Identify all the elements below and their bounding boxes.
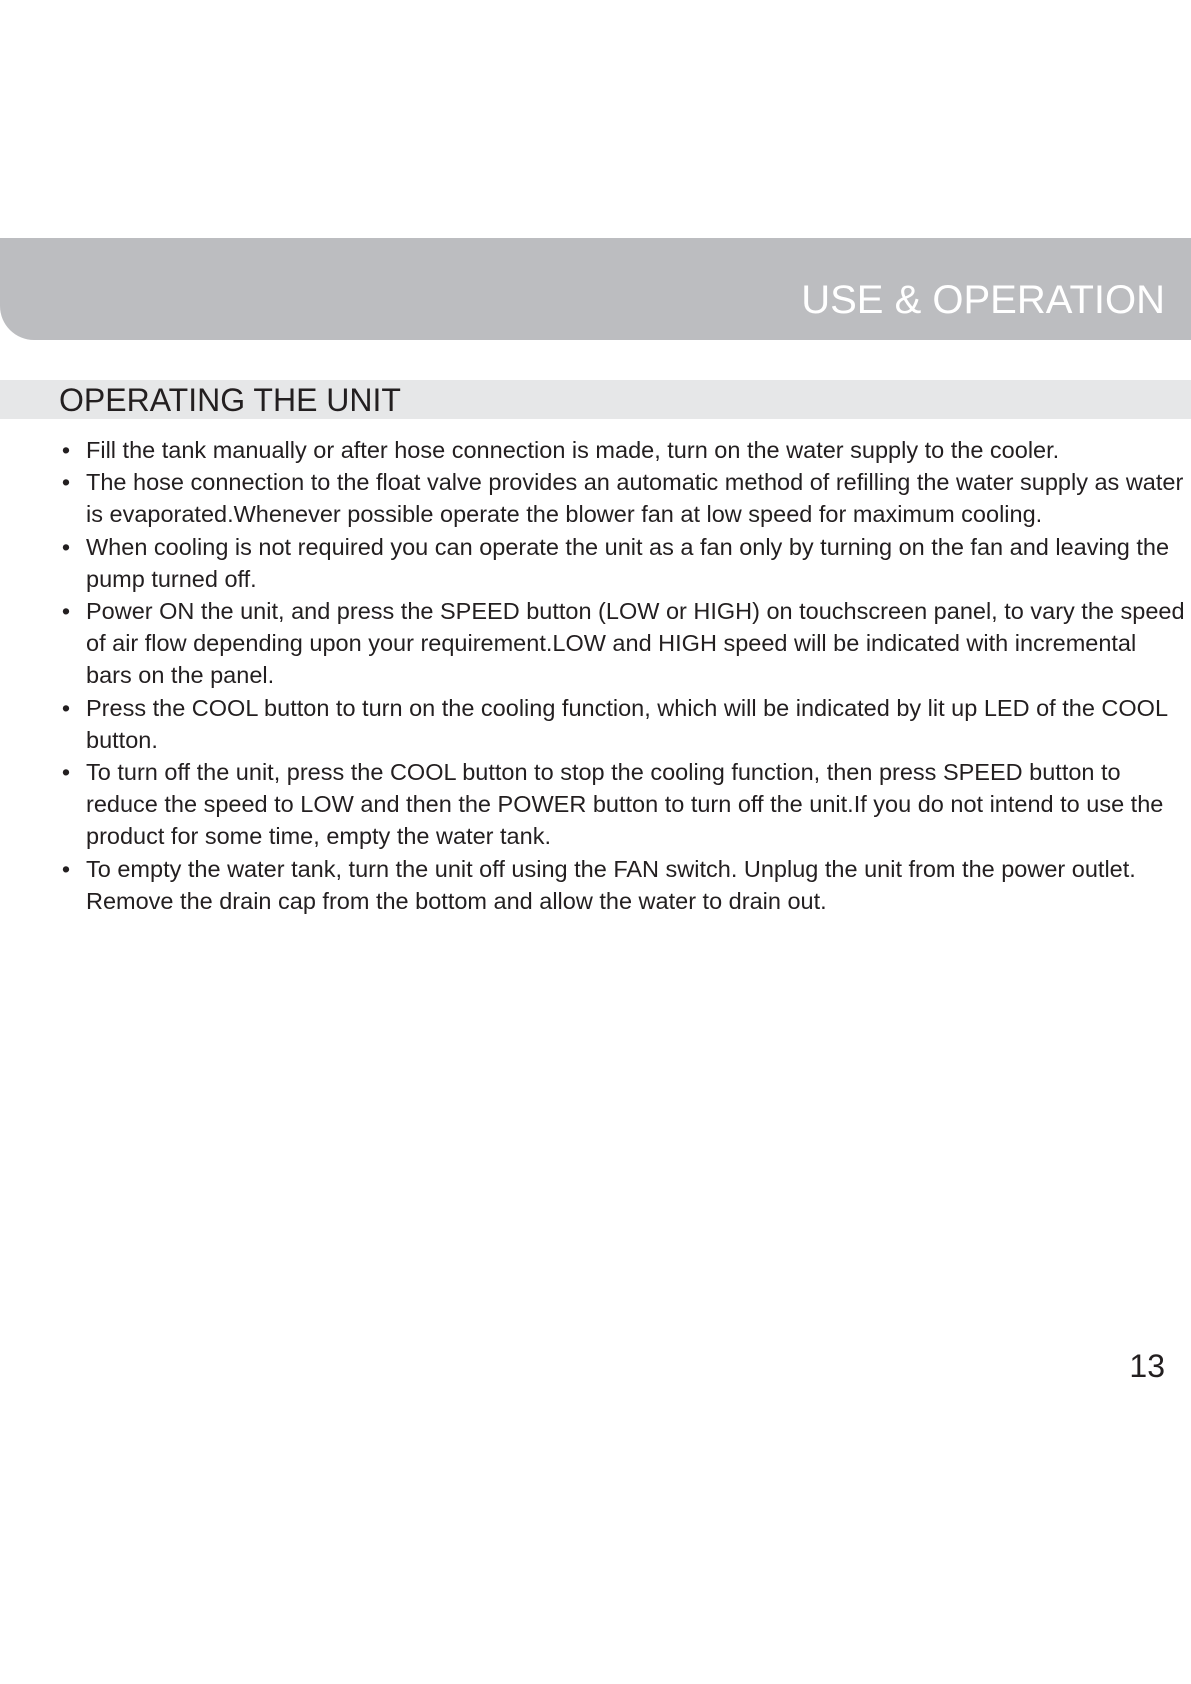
chapter-header-band <box>0 238 1191 340</box>
page-number: 13 <box>1129 1348 1165 1384</box>
section-header-band <box>0 380 1191 419</box>
bullet-icon: • <box>61 694 71 721</box>
section-title: OPERATING THE UNIT <box>59 382 401 418</box>
list-item-text: When cooling is not required you can operate the unit as a fan only by turning on the fan and leaving the pump turned off. <box>86 533 1170 592</box>
bullet-icon: • <box>61 437 71 463</box>
instruction-list <box>56 434 1186 917</box>
list-item-text: To empty the water tank, turn the unit off using the FAN switch. Unplug the unit from the power outlet. Remove the drain cap from the bottom and allow the water to drain out. <box>86 855 1136 914</box>
list-item <box>56 531 1186 595</box>
bullet-icon: • <box>61 533 71 560</box>
bullet-icon: • <box>61 598 71 625</box>
bullet-icon: • <box>61 855 71 882</box>
list-item-text: To turn off the unit, press the COOL button to stop the cooling function, then press SPEED button to reduce the speed to LOW and then the POWER button to turn off the unit.If you do not intend to use the product for some time, empty the water tank. <box>86 759 1164 850</box>
bullet-icon: • <box>61 469 71 496</box>
list-item-text: The hose connection to the float valve provides an automatic method of refilling the water supply as water is evaporated.Whenever possible operate the blower fan at low speed for maximum cooling. <box>86 469 1184 528</box>
list-item <box>56 595 1186 692</box>
list-item-text: Power ON the unit, and press the SPEED button (LOW or HIGH) on touchscreen panel, to vary the speed of air flow depending upon your requirement.LOW and HIGH speed will be indicated with incremental bars on the panel. <box>86 598 1185 689</box>
list-item <box>56 756 1186 853</box>
list-item <box>56 692 1186 756</box>
list-item <box>56 466 1186 530</box>
list-item-text: Press the COOL button to turn on the cooling function, which will be indicated by lit up LED of the COOL button. <box>86 694 1168 753</box>
list-item-text: Fill the tank manually or after hose connection is made, turn on the water supply to the cooler. <box>86 437 1060 463</box>
list-item <box>56 853 1186 917</box>
chapter-title: USE & OPERATION <box>801 278 1165 322</box>
bullet-icon: • <box>61 759 71 786</box>
list-item <box>56 434 1186 466</box>
